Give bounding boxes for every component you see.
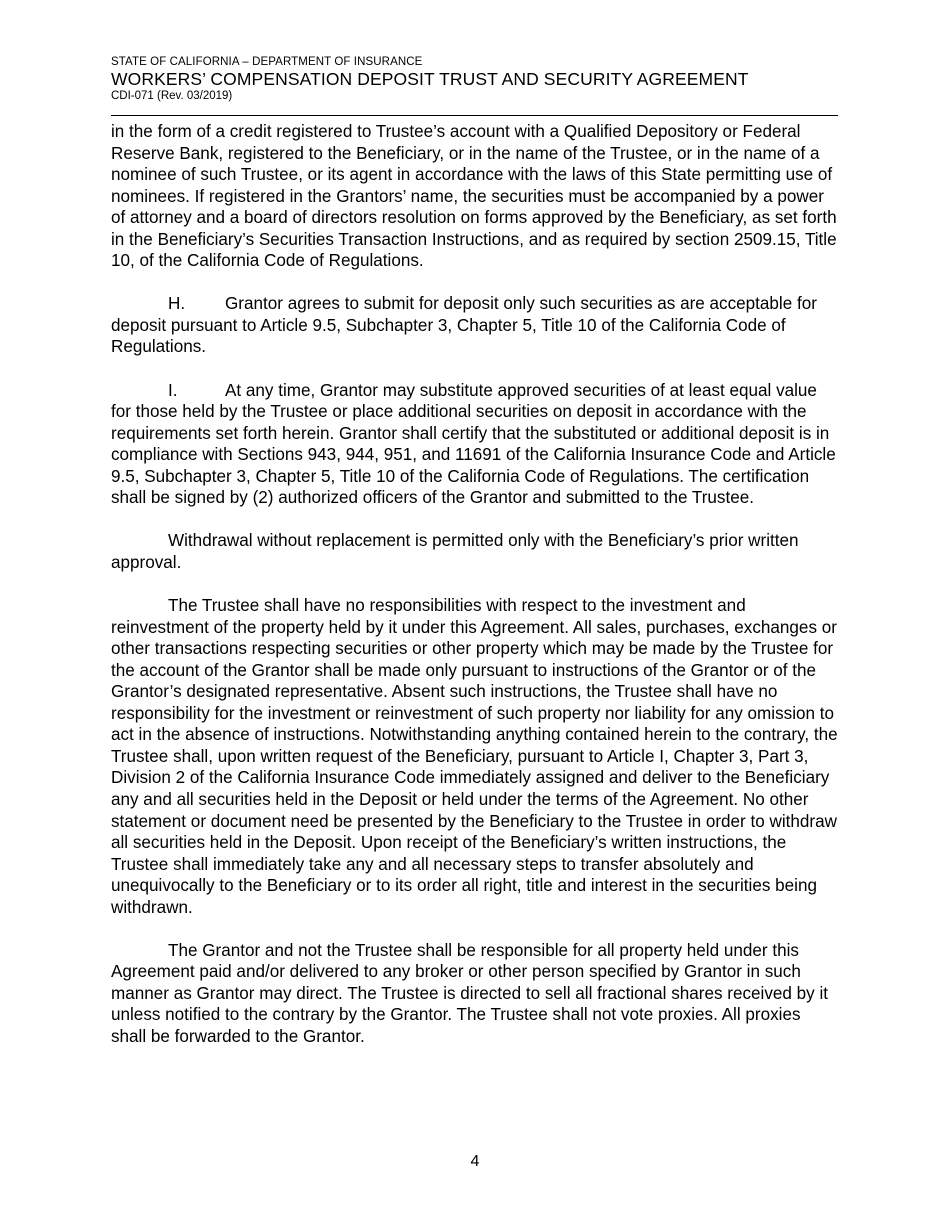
paragraph-continuation: in the form of a credit registered to Trustee’s account with a Qualified Depository or Federal Reserve Bank, registered to the Beneficiary, or in the name of the Trustee, or in the name of a nominee of such Trustee, or its agent in accordance with the laws of this State permitting use of nominees. If registered in the Grantors’ name, the securities must be accompanied by a power of attorney and a board of directors resolution on forms approved by the Beneficiary, as set forth in the Beneficiary’s Securities Transaction Instructions, and as required by section 2509.15, Title 10, of the California Code of Regulations. xyxy=(111,122,837,271)
paragraph-i xyxy=(111,380,838,509)
paragraph-i-label: I. xyxy=(168,380,178,400)
paragraph-h-text: Grantor agrees to submit for deposit only such securities as are acceptable for deposit pursuant to Article 9.5, Subchapter 3, Chapter 5, Title 10 of the California Code of Regulations. xyxy=(111,294,817,357)
paragraph-withdrawal: Withdrawal without replacement is permitted only with the Beneficiary’s prior written approval. xyxy=(111,531,799,572)
paragraph-trustee-responsibilities: The Trustee shall have no responsibilities with respect to the investment and reinvestment of the property held by it under this Agreement. All sales, purchases, exchanges or other transactions respecting securities or other property which may be made by the Trustee for the account of the Grantor shall be made only pursuant to instructions of the Grantor or of the Grantor’s designated representative. Absent such instructions, the Trustee shall have no responsibility for the investment or reinvestment of such property nor liability for any omission to act in the absence of instructions. Notwithstanding anything contained herein to the contrary, the Trustee shall, upon written request of the Beneficiary, pursuant to Article I, Chapter 3, Part 3, Division 2 of the California Insurance Code immediately assigned and deliver to the Beneficiary any and all securities held in the Deposit or held under the terms of the Agreement. No other statement or document need be presented by the Beneficiary to the Trustee in order to withdraw all securities held in the Deposit. Upon receipt of the Beneficiary’s written instructions, the Trustee shall immediately take any and all necessary steps to transfer absolutely and unequivocally to the Beneficiary or to its order all right, title and interest in the securities being withdrawn. xyxy=(111,596,838,917)
form-number: CDI-071 (Rev. 03/2019) xyxy=(111,90,233,102)
document-body xyxy=(111,121,838,1069)
header-divider xyxy=(111,115,838,116)
document-title: WORKERS’ COMPENSATION DEPOSIT TRUST AND SECURITY AGREEMENT xyxy=(111,69,749,89)
agency-line: STATE OF CALIFORNIA – DEPARTMENT OF INSURANCE xyxy=(111,56,423,68)
document-header xyxy=(111,55,838,103)
paragraph-i-text: At any time, Grantor may substitute approved securities of at least equal value for those held by the Trustee or place additional securities on deposit in accordance with the requirements set forth herein. Grantor shall certify that the substituted or additional deposit is in compliance with Sections 943, 944, 951, and 11691 of the California Insurance Code and Article 9.5, Subchapter 3, Chapter 5, Title 10 of the California Code of Regulations. The certification shall be signed by (2) authorized officers of the Grantor and submitted to the Trustee. xyxy=(111,380,836,508)
paragraph-h xyxy=(111,293,838,358)
page-number: 4 xyxy=(470,1153,480,1170)
paragraph-grantor-responsibility: The Grantor and not the Trustee shall be responsible for all property held under this Agreement paid and/or delivered to any broker or other person specified by Grantor in such manner as Grantor may direct. The Trustee is directed to sell all fractional shares received by it unless notified to the contrary by the Grantor. The Trustee shall not vote proxies. All proxies shall be forwarded to the Grantor. xyxy=(111,940,828,1046)
paragraph-h-label: H. xyxy=(168,294,186,314)
